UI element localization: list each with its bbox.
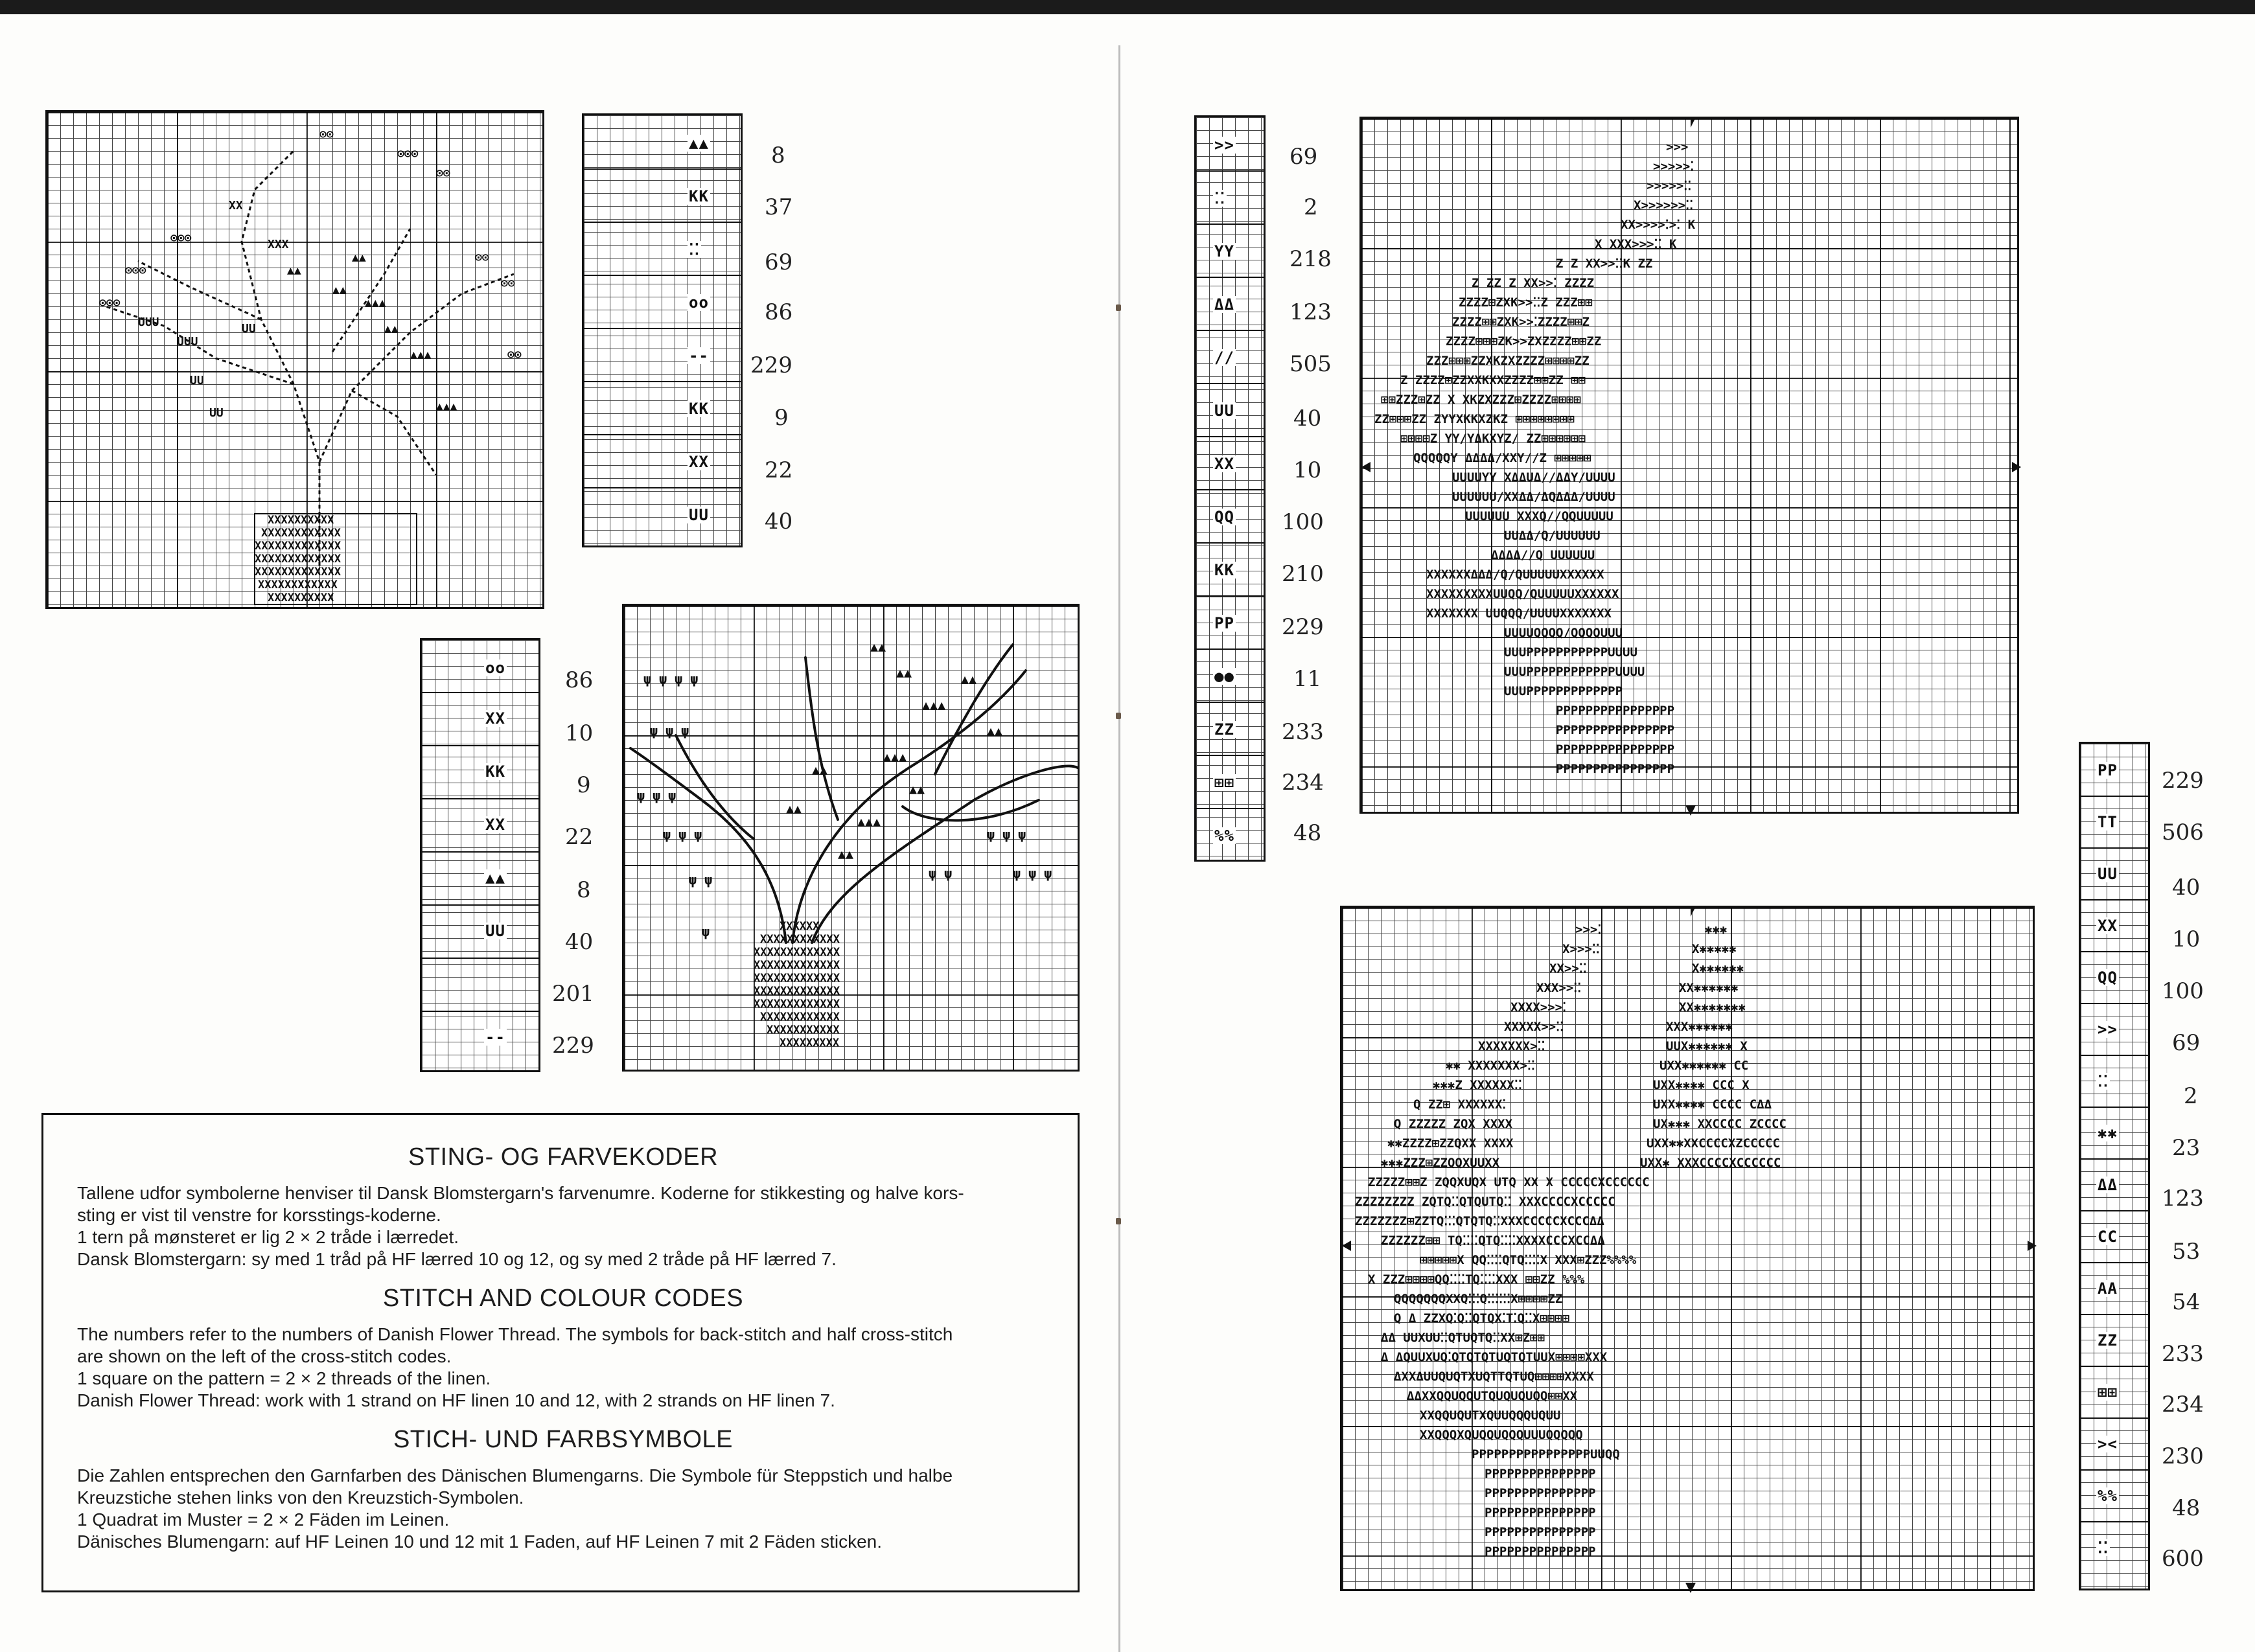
svg-text:UXX✱✱✱✱✱✱ CC: UXX✱✱✱✱✱✱ CC <box>1659 1059 1749 1073</box>
legend-title-danish: STING- OG FARVEKODER <box>408 1143 719 1171</box>
svg-text:XXXXXXXXXXXXX: XXXXXXXXXXXXX <box>754 998 840 1011</box>
svg-text:XXXXXXXXXXXX: XXXXXXXXXXXX <box>261 527 341 540</box>
key-color-number: 53 <box>2172 1239 2201 1265</box>
svg-text:>>>>>⁚: >>>>>⁚ <box>1653 159 1694 174</box>
svg-text:Z ZZZZ⊞ZZXXKXXZZZZ⊞⊞ZZ ⊞⊞: Z ZZZZ⊞ZZXXKXXZZZZ⊞⊞ZZ ⊞⊞ <box>1400 373 1586 387</box>
svg-text:PPPPPPPPPPPPPPP: PPPPPPPPPPPPPPP <box>1485 1506 1596 1520</box>
key-color-number: 10 <box>1293 457 1322 483</box>
svg-text:X ZZZ⊞⊞⊞⊞QQ⁚⁚⁚⁚TQ⁚⁚⁚⁚XXX ⊞⊞ZZ: X ZZZ⊞⊞⊞⊞QQ⁚⁚⁚⁚TQ⁚⁚⁚⁚XXX ⊞⊞ZZ %%% <box>1368 1272 1585 1287</box>
svg-text:QQQQQY ΔΔΔΔ/XXY//Z ⊞⊞⊞⊞⊞: QQQQQY ΔΔΔΔ/XXY//Z ⊞⊞⊞⊞⊞ <box>1413 451 1591 465</box>
svg-text:XXXXXXXXXXXX: XXXXXXXXXXXX <box>258 579 338 591</box>
svg-text:UUUUQQQQ/QQQQUUU: UUUUQQQQ/QQQQUUU <box>1504 626 1623 640</box>
key-symbol: oo <box>485 659 505 677</box>
legend-text: Kreuzstiche stehen links von den Kreuzstich-Symbolen. <box>77 1487 524 1508</box>
key-color-number: 11 <box>1293 666 1322 692</box>
key-symbol: QQ <box>1214 508 1234 526</box>
svg-text:Z ZZ Z XX>>⁚ ZZZZ: Z ZZ Z XX>>⁚ ZZZZ <box>1472 276 1595 290</box>
key-color-number: 86 <box>565 667 594 693</box>
key-symbol: ●● <box>1214 667 1234 685</box>
key-color-number: 40 <box>765 509 793 534</box>
key-color-number: 2 <box>1304 194 1318 220</box>
key-symbol: ZZ <box>1214 720 1234 739</box>
key-color-number: 48 <box>2172 1495 2201 1521</box>
key-color-number: 229 <box>2162 768 2204 794</box>
svg-text:XXXXXXXXXX: XXXXXXXXXX <box>268 514 334 527</box>
svg-text:XXXXXXXXX: XXXXXXXXX <box>780 1037 840 1050</box>
svg-text:XXXXXXXXXXXX: XXXXXXXXXXXX <box>760 933 840 946</box>
pattern-chart-plant-top <box>1359 117 2019 814</box>
key-symbol: ▲▲ <box>689 134 709 152</box>
svg-text:XXXXX>>⁚⁚: XXXXX>>⁚⁚ <box>1504 1020 1564 1034</box>
svg-text:PPPPPPPPPPPPPPPPUUQQ: PPPPPPPPPPPPPPPPUUQQ <box>1472 1447 1620 1462</box>
key-color-number: 210 <box>1282 561 1324 587</box>
key-symbol: UU <box>2098 865 2118 883</box>
svg-text:UXX✱✱✱✱ CCCC CΔΔ: UXX✱✱✱✱ CCCC CΔΔ <box>1653 1097 1772 1112</box>
key-color-number: 600 <box>2162 1546 2204 1572</box>
svg-text:⊙⊙: ⊙⊙ <box>475 251 489 264</box>
svg-text:✱✱ZZZZ⊞ZZQXX XXXX: ✱✱ZZZZ⊞ZZQXX XXXX <box>1387 1136 1514 1151</box>
svg-text:⊙⊙⊙: ⊙⊙⊙ <box>397 147 419 161</box>
svg-text:⊞⊞ZZZ⊞ZZ X XKZXZZZ⊞ZZZZ⊞⊞⊞⊞: ⊞⊞ZZZ⊞ZZ X XKZXZZZ⊞ZZZZ⊞⊞⊞⊞ <box>1381 393 1581 407</box>
svg-text:▲▲: ▲▲ <box>909 781 925 797</box>
svg-text:⊙⊙: ⊙⊙ <box>436 166 450 180</box>
svg-text:UXX✱✱XXCCCCXZCCCCC: UXX✱✱XXCCCCXZCCCCC <box>1647 1136 1780 1151</box>
svg-text:ZZZZZ⊞⊞Z ZQQXUQX UTQ XX X CCCC: ZZZZZ⊞⊞Z ZQQXUQX UTQ XX X CCCCCXCCCCCC <box>1368 1175 1650 1189</box>
svg-text:XXXXXXX>⁚⁚: XXXXXXX>⁚⁚ <box>1478 1039 1545 1053</box>
svg-text:XXXXXXΔΔΔ/Q/QUUUUUXXXXXX: XXXXXXΔΔΔ/Q/QUUUUUXXXXXX <box>1426 568 1604 582</box>
svg-text:X XXX>>>⁚⁚ K: X XXX>>>⁚⁚ K <box>1595 237 1677 251</box>
key-symbol: KK <box>485 763 505 781</box>
svg-text:▲▲: ▲▲ <box>987 723 1003 739</box>
svg-text:ZZZ⊞⊞⊞ZZXKZXZZZZ⊞⊞⊞⊞ZZ: ZZZ⊞⊞⊞ZZXKZXZZZZ⊞⊞⊞⊞ZZ <box>1426 354 1590 368</box>
key-color-number: 233 <box>1282 719 1324 745</box>
pattern-chart-plant-bottom-symbols <box>1342 908 2037 1593</box>
svg-text:XXX✱✱✱✱✱✱: XXX✱✱✱✱✱✱ <box>1666 1020 1733 1034</box>
svg-text:PPPPPPPPPPPPPPP: PPPPPPPPPPPPPPP <box>1485 1467 1596 1481</box>
svg-text:ψ ψ: ψ ψ <box>689 872 713 888</box>
svg-text:XXXXXXXXXXXXX: XXXXXXXXXXXXX <box>255 566 341 579</box>
key-symbol: ZZ <box>2098 1331 2118 1349</box>
key-symbol: KK <box>689 400 709 418</box>
key-symbol: XX <box>1214 455 1234 473</box>
staple-mark <box>1116 304 1121 311</box>
svg-text:✱✱✱: ✱✱✱ <box>1705 923 1728 937</box>
key-color-number: 69 <box>765 249 793 275</box>
svg-text:XXQQUQUTXQUUQQQUQUU: XXQQUQUTXQUUQQQUQUU <box>1420 1408 1561 1423</box>
key-symbol: UU <box>485 922 505 940</box>
key-color-number: 86 <box>765 299 793 325</box>
key-color-number: 22 <box>565 824 594 850</box>
svg-text:XXXXXXXXXXXXX: XXXXXXXXXXXXX <box>754 959 840 972</box>
svg-text:▲▲: ▲▲ <box>287 264 301 277</box>
svg-text:ψ: ψ <box>702 924 710 939</box>
svg-text:⊙⊙⊙: ⊙⊙⊙ <box>99 296 121 310</box>
key-symbol: YY <box>1214 242 1234 260</box>
svg-text:X✱✱✱✱✱: X✱✱✱✱✱ <box>1692 942 1737 956</box>
svg-text:Q Δ ZZXQ⁚Q⁚⁚QTQX⁚T⁚Q⁚⁚X⊞⊞⊞⊞: Q Δ ZZXQ⁚Q⁚⁚QTQX⁚T⁚Q⁚⁚X⊞⊞⊞⊞ <box>1394 1311 1570 1325</box>
key-color-number: 229 <box>750 352 792 378</box>
svg-text:⊞⊞⊞⊞⊞X QQ⁚⁚⁚⁚QTQ⁚⁚⁚⁚X XXX⊞ZZZ%: ⊞⊞⊞⊞⊞X QQ⁚⁚⁚⁚QTQ⁚⁚⁚⁚X XXX⊞ZZZ%%%% <box>1420 1253 1637 1267</box>
key-symbol: %% <box>2098 1487 2118 1505</box>
key-color-number: 229 <box>552 1033 594 1059</box>
key-symbol: ✱✱ <box>2098 1124 2118 1142</box>
key-symbol: XX <box>485 816 505 834</box>
key-symbol: ▲▲ <box>485 869 505 887</box>
svg-text:PPPPPPPPPPPPPPP: PPPPPPPPPPPPPPP <box>1485 1486 1596 1500</box>
key-color-number: 8 <box>577 877 591 903</box>
svg-text:UUUPPPPPPPPPPPPP: UUUPPPPPPPPPPPPP <box>1504 684 1623 698</box>
key-symbol: TT <box>2098 813 2118 831</box>
svg-text:ΔXXΔUUQUQTXUQTTQTUQ⊞⊞⊞⊞XXXX: ΔXXΔUUQUQTXUQTTQTUQ⊞⊞⊞⊞XXXX <box>1394 1370 1594 1384</box>
key-color-number: 8 <box>771 143 785 168</box>
key-symbol: UU <box>689 506 709 524</box>
key-symbol: PP <box>2098 761 2118 779</box>
svg-text:ψ ψ ψ ψ: ψ ψ ψ ψ <box>643 671 699 687</box>
key-symbol: ⁚⁚ <box>689 240 700 258</box>
key-color-number: 233 <box>2162 1341 2204 1367</box>
key-color-number: 123 <box>1289 299 1332 325</box>
svg-text:>>>>>⁚⁚: >>>>>⁚⁚ <box>1647 179 1692 193</box>
key-color-number: 22 <box>765 457 793 483</box>
svg-text:ψ ψ ψ: ψ ψ ψ <box>1013 866 1052 881</box>
svg-text:▲▲▲: ▲▲▲ <box>883 749 907 764</box>
svg-text:X>>>⁚⁚: X>>>⁚⁚ <box>1562 942 1600 956</box>
svg-text:XX: XX <box>229 199 243 212</box>
staple-mark <box>1116 713 1121 719</box>
key-symbol: QQ <box>2098 969 2118 987</box>
svg-text:>>>⁚: >>>⁚ <box>1575 923 1602 937</box>
legend-text: Dansk Blomstergarn: sy med 1 tråd på HF lærred 10 og 12, og sy med 2 tråde på HF lærred 7. <box>77 1249 837 1269</box>
svg-text:XXXXXXXXXXXXX: XXXXXXXXXXXXX <box>754 972 840 985</box>
legend-text: sting er vist til venstre for korsstings-koderne. <box>77 1205 441 1225</box>
svg-text:XXXXXXXXXX: XXXXXXXXXX <box>268 591 334 604</box>
staple-mark <box>1116 1218 1121 1224</box>
color-key-chart-3 <box>1194 115 1266 862</box>
key-symbol: PP <box>1214 614 1234 632</box>
key-color-number: 48 <box>1293 820 1322 846</box>
pattern-chart-vase-small-symbols <box>47 112 546 611</box>
svg-text:⊙⊙⊙: ⊙⊙⊙ <box>170 231 192 245</box>
svg-text:ZZZZZZ⊞⊞ TQ⁚⁚⁚⁚QTQ⁚⁚⁚⁚XXXXCCCX: ZZZZZZ⊞⊞ TQ⁚⁚⁚⁚QTQ⁚⁚⁚⁚XXXXCCCXCCΔΔ <box>1381 1233 1605 1248</box>
svg-text:PPPPPPPPPPPPPPPP: PPPPPPPPPPPPPPPP <box>1556 742 1675 757</box>
svg-text:ΔΔΔΔ//Q UUUUUU: ΔΔΔΔ//Q UUUUUU <box>1491 548 1595 562</box>
svg-text:⊙⊙⊙: ⊙⊙⊙ <box>125 264 146 277</box>
svg-text:⊙⊙: ⊙⊙ <box>501 277 515 290</box>
svg-text:XXXXXXXXXXXXX: XXXXXXXXXXXXX <box>754 946 840 959</box>
key-symbol: ⁚⁚ <box>2098 1539 2109 1557</box>
color-key-chart-1 <box>582 113 743 547</box>
legend-text: are shown on the left of the cross-stitch codes. <box>77 1346 452 1366</box>
book-spine <box>1118 45 1120 1652</box>
key-color-number: 505 <box>1289 351 1332 377</box>
svg-text:▲▲▲: ▲▲▲ <box>436 400 457 413</box>
svg-text:UXX✱✱✱✱ CCC X: UXX✱✱✱✱ CCC X <box>1653 1078 1750 1092</box>
key-symbol: >< <box>2098 1435 2118 1453</box>
svg-text:UUUUUU XXXQ//QQUUUUU: UUUUUU XXXQ//QQUUUUU <box>1465 509 1613 523</box>
svg-text:⊙⊙: ⊙⊙ <box>319 128 334 141</box>
svg-text:✱✱ XXXXXXX>⁚⁚: ✱✱ XXXXXXX>⁚⁚ <box>1446 1059 1535 1073</box>
legend-text: 1 Quadrat im Muster = 2 × 2 Fäden im Leinen. <box>77 1509 450 1530</box>
svg-text:UXX✱ XXXCCCCXCCCCCC: UXX✱ XXXCCCCXCCCCCC <box>1640 1156 1781 1170</box>
svg-text:ZZZZZZZZ ZQTQ⁚⁚QTQUTQ⁚⁚ XXXCCC: ZZZZZZZZ ZQTQ⁚⁚QTQUTQ⁚⁚ XXXCCCCXCCCCC <box>1355 1195 1615 1209</box>
svg-text:UUUUYY XΔΔUΔ//ΔΔY/UUUU: UUUUYY XΔΔUΔ//ΔΔY/UUUU <box>1452 470 1615 485</box>
svg-text:Z Z XX>>⁚⁚K ZZ: Z Z XX>>⁚⁚K ZZ <box>1556 257 1653 271</box>
key-color-number: 123 <box>2162 1186 2204 1211</box>
svg-text:✱✱✱ZZZ⊞ZZQQXUUXX: ✱✱✱ZZZ⊞ZZQQXUUXX <box>1381 1156 1500 1170</box>
svg-text:XXX>>⁚⁚: XXX>>⁚⁚ <box>1536 981 1582 995</box>
pattern-chart-plant-top-symbols <box>1361 119 2021 816</box>
key-color-number: 9 <box>577 772 591 798</box>
svg-text:XXXXXXXXXUUQQ/QUUUUUXXXXXX: XXXXXXXXXUUQQ/QUUUUUXXXXXX <box>1426 587 1619 601</box>
legend-text: Die Zahlen entsprechen den Garnfarben des Dänischen Blumengarns. Die Symbole für Steppstich und halbe <box>77 1465 953 1486</box>
svg-text:PPPPPPPPPPPPPPP: PPPPPPPPPPPPPPP <box>1485 1544 1596 1559</box>
key-color-number: 54 <box>2172 1289 2201 1315</box>
svg-text:Q ZZZZZ ZQX XXXX: Q ZZZZZ ZQX XXXX <box>1394 1117 1513 1131</box>
key-color-number: 37 <box>765 194 793 220</box>
svg-text:ψ ψ ψ: ψ ψ ψ <box>987 827 1026 842</box>
key-color-number: 10 <box>2172 926 2201 952</box>
key-color-number: 23 <box>2172 1135 2201 1161</box>
svg-text:UUX✱✱✱✱✱✱ X: UUX✱✱✱✱✱✱ X <box>1666 1039 1748 1053</box>
key-symbol: XX <box>689 453 709 471</box>
svg-text:ψ ψ: ψ ψ <box>929 866 953 881</box>
key-symbol: >> <box>1214 136 1234 154</box>
key-symbol: XX <box>2098 917 2118 935</box>
svg-text:UUUPPPPPPPPPPPPUUUU: UUUPPPPPPPPPPPPUUUU <box>1504 665 1645 679</box>
svg-text:▲▲: ▲▲ <box>352 251 366 264</box>
key-color-number: 100 <box>1282 509 1324 535</box>
svg-text:⊙⊙: ⊙⊙ <box>507 348 522 361</box>
svg-text:UUU: UUU <box>138 315 159 329</box>
svg-text:XXXXXXX UUQQQ/UUUUXXXXXXX: XXXXXXX UUQQQ/UUUUXXXXXXX <box>1426 606 1612 621</box>
key-color-number: 218 <box>1289 246 1332 272</box>
svg-text:UUUPPPPPPPPPPPUUUU: UUUPPPPPPPPPPPUUUU <box>1504 645 1637 660</box>
legend-text: Dänisches Blumengarn: auf HF Leinen 10 und 12 mit 1 Faden, auf HF Leinen 7 mit 2 Fäden sticken. <box>77 1532 883 1552</box>
color-key-chart-2 <box>420 638 540 1072</box>
svg-text:XXX: XXX <box>268 238 289 251</box>
svg-text:PPPPPPPPPPPPPPPP: PPPPPPPPPPPPPPPP <box>1556 762 1675 776</box>
svg-text:UUΔΔ/Q/UUUUUU: UUΔΔ/Q/UUUUUU <box>1504 529 1601 543</box>
key-symbol: ΔΔ <box>2098 1176 2118 1194</box>
key-color-number: 40 <box>1293 406 1322 431</box>
color-key-chart-4 <box>2079 742 2150 1590</box>
svg-text:▲▲: ▲▲ <box>384 322 399 336</box>
svg-text:⊞⊞⊞⊞Z YY/YΔKXYZ/ ZZ⊞⊞⊞⊞⊞⊞: ⊞⊞⊞⊞Z YY/YΔKXYZ/ ZZ⊞⊞⊞⊞⊞⊞ <box>1400 431 1586 446</box>
key-color-number: 40 <box>2172 875 2201 901</box>
svg-text:ZZ⊞⊞⊞ZZ ZYYXKKXZKZ ⊞⊞⊞⊞⊞⊞⊞⊞: ZZ⊞⊞⊞ZZ ZYYXKKXZKZ ⊞⊞⊞⊞⊞⊞⊞⊞ <box>1374 412 1575 426</box>
svg-text:XX✱✱✱✱✱✱: XX✱✱✱✱✱✱ <box>1679 981 1739 995</box>
svg-text:X>>>>>>⁚⁚: X>>>>>>⁚⁚ <box>1634 198 1694 212</box>
key-symbol: ⊞⊞ <box>2098 1383 2118 1401</box>
key-symbol: ΔΔ <box>1214 295 1234 314</box>
svg-text:XXXXXXXXXXXX: XXXXXXXXXXXX <box>760 1011 840 1024</box>
svg-text:XXQQQXQUQQUQQQUUUQQQQQ: XXQQQXQUQQUQQQUUUQQQQQ <box>1420 1428 1583 1442</box>
key-symbol: -- <box>689 347 709 365</box>
svg-text:ZZZZZZZ⊞ZZTQ⁚⁚⁚QTQTQ⁚⁚XXXCCCCC: ZZZZZZZ⊞ZZTQ⁚⁚⁚QTQTQ⁚⁚XXXCCCCCXCCCΔΔ <box>1355 1214 1604 1228</box>
key-color-number: 100 <box>2162 978 2204 1004</box>
svg-text:▲▲: ▲▲ <box>870 639 886 654</box>
pattern-chart-vase-willow <box>622 604 1080 1072</box>
svg-text:XX>>>>⁚>⁚ K: XX>>>>⁚>⁚ K <box>1621 218 1696 232</box>
key-color-number: 9 <box>774 405 789 431</box>
key-color-number: 506 <box>2162 820 2204 845</box>
key-symbol: -- <box>485 1028 505 1046</box>
legend-text: 1 square on the pattern = 2 × 2 threads of the linen. <box>77 1368 491 1388</box>
svg-text:▲▲: ▲▲ <box>812 762 828 777</box>
key-symbol: ⁚⁚ <box>1214 189 1226 207</box>
svg-text:ZZZZ⊞⊞ZXK>>⁚ZZZZ⊞⊞Z: ZZZZ⊞⊞ZXK>>⁚ZZZZ⊞⊞Z <box>1452 315 1590 329</box>
key-symbol: %% <box>1214 827 1234 845</box>
key-symbol: KK <box>689 187 709 205</box>
svg-text:XXXXXXXXXXXXX: XXXXXXXXXXXXX <box>255 540 341 553</box>
svg-text:PPPPPPPPPPPPPPPP: PPPPPPPPPPPPPPPP <box>1556 704 1675 718</box>
key-symbol: CC <box>2098 1228 2118 1246</box>
legend-text: 1 tern på mønsteret er lig 2 × 2 tråde i lærredet. <box>77 1227 459 1247</box>
key-symbol: >> <box>2098 1020 2118 1038</box>
svg-text:Δ ΔQUUXUQ⁚QTQTQTUQTQTUUX⊞⊞⊞⊞XX: Δ ΔQUUXUQ⁚QTQTQTUQTQTUUX⊞⊞⊞⊞XXX <box>1381 1350 1608 1364</box>
svg-text:XX✱✱✱✱✱✱✱: XX✱✱✱✱✱✱✱ <box>1679 1000 1746 1015</box>
legend-title-english: STITCH AND COLOUR CODES <box>382 1285 744 1312</box>
svg-text:ΔΔ UUXUU⁚⁚QTUQTQ⁚⁚XX⊞Z⊞⊞: ΔΔ UUXUU⁚⁚QTUQTQ⁚⁚XX⊞Z⊞⊞ <box>1381 1331 1545 1345</box>
legend-text: Tallene udfor symbolerne henviser til Dansk Blomstergarn's farvenumre. Koderne for stikkesting og halve kors- <box>77 1183 964 1203</box>
svg-text:▲▲▲: ▲▲▲ <box>857 814 881 829</box>
svg-text:▲▲▲: ▲▲▲ <box>365 296 386 310</box>
key-symbol: AA <box>2098 1279 2118 1298</box>
svg-text:UUU: UUU <box>177 335 198 349</box>
svg-text:✱✱✱Z XXXXXX⁚⁚: ✱✱✱Z XXXXXX⁚⁚ <box>1433 1078 1522 1092</box>
legend-title-german: STICH- UND FARBSYMBOLE <box>393 1426 734 1453</box>
key-color-number: 201 <box>552 981 594 1007</box>
key-color-number: 10 <box>565 720 594 746</box>
key-color-number: 229 <box>1282 614 1324 640</box>
svg-text:X✱✱✱✱✱✱: X✱✱✱✱✱✱ <box>1692 961 1744 976</box>
svg-text:UX✱✱✱ XXCCCC ZCCCC: UX✱✱✱ XXCCCC ZCCCC <box>1653 1117 1787 1131</box>
svg-text:PPPPPPPPPPPPPPP: PPPPPPPPPPPPPPP <box>1485 1525 1596 1539</box>
svg-text:UU: UU <box>190 374 204 387</box>
key-symbol: oo <box>689 293 709 312</box>
svg-text:ψ ψ ψ: ψ ψ ψ <box>637 788 676 803</box>
svg-text:ZZZZ⊞⊞⊞ZK>>ZXZZZZ⊞⊞ZZ: ZZZZ⊞⊞⊞ZK>>ZXZZZZ⊞⊞ZZ <box>1446 334 1602 349</box>
svg-text:XXXXXXXXXXXXX: XXXXXXXXXXXXX <box>255 553 341 566</box>
svg-text:ψ ψ ψ: ψ ψ ψ <box>663 827 702 842</box>
pattern-chart-vase-small <box>45 110 544 609</box>
svg-text:QQQQQQQXXQ⁚⁚⁚Q⁚⁚⁚⁚⁚⁚X⊞⊞⊞⊞ZZ: QQQQQQQXXQ⁚⁚⁚Q⁚⁚⁚⁚⁚⁚X⊞⊞⊞⊞ZZ <box>1394 1292 1563 1306</box>
svg-text:▲▲: ▲▲ <box>786 801 802 816</box>
key-symbol: KK <box>1214 561 1234 579</box>
svg-text:ZZZZ⊞ZXK>>⁚⁚Z ZZZ⊞⊞: ZZZZ⊞ZXK>>⁚⁚Z ZZZ⊞⊞ <box>1459 295 1593 310</box>
svg-text:▲▲: ▲▲ <box>838 846 854 862</box>
key-color-number: 2 <box>2184 1083 2198 1109</box>
svg-text:XXXXXXXXXXX: XXXXXXXXXXX <box>767 1024 840 1037</box>
stitch-colour-codes-legend <box>41 1113 1080 1592</box>
svg-text:ΔΔXXQQUQQUTQUQUQUQQ⊞⊞XX: ΔΔXXQQUQQUTQUQUQUQQ⊞⊞XX <box>1407 1389 1578 1403</box>
svg-text:▲▲: ▲▲ <box>961 671 977 687</box>
key-symbol: XX <box>485 709 505 728</box>
svg-text:ψ ψ ψ: ψ ψ ψ <box>650 723 689 739</box>
legend-text: Danish Flower Thread: work with 1 strand on HF linen 10 and 12, with 2 strands on HF linen 7. <box>77 1390 835 1410</box>
legend-text: The numbers refer to the numbers of Danish Flower Thread. The symbols for back-stitch and half cross-stitch <box>77 1324 953 1344</box>
svg-text:UU: UU <box>209 406 224 420</box>
pattern-chart-plant-bottom <box>1340 906 2035 1591</box>
key-symbol: UU <box>1214 402 1234 420</box>
key-symbol: // <box>1214 349 1234 367</box>
key-color-number: 234 <box>1282 770 1324 796</box>
key-color-number: 230 <box>2162 1443 2204 1469</box>
svg-text:▲▲▲: ▲▲▲ <box>922 697 946 713</box>
svg-text:PPPPPPPPPPPPPPPP: PPPPPPPPPPPPPPPP <box>1556 723 1675 737</box>
svg-text:XXXXXXXXXXXXX: XXXXXXXXXXXXX <box>754 985 840 998</box>
key-color-number: 234 <box>2162 1392 2204 1417</box>
key-color-number: 40 <box>565 929 594 955</box>
key-color-number: 69 <box>1289 144 1318 170</box>
svg-text:▲▲: ▲▲ <box>332 283 347 297</box>
svg-text:Q ZZ⊞ XXXXXX⁚: Q ZZ⊞ XXXXXX⁚ <box>1413 1097 1507 1112</box>
key-symbol: ⊞⊞ <box>1214 774 1234 792</box>
svg-text:XX>>⁚⁚: XX>>⁚⁚ <box>1549 961 1587 976</box>
scan-top-border <box>0 0 2255 14</box>
svg-text:▲▲: ▲▲ <box>896 665 912 680</box>
svg-text:>>>: >>> <box>1666 140 1689 154</box>
svg-text:UUUUUU/XXΔΔ/ΔQΔΔΔ/UUUU: UUUUUU/XXΔΔ/ΔQΔΔΔ/UUUU <box>1452 490 1615 504</box>
key-color-number: 69 <box>2172 1030 2201 1056</box>
key-symbol: ⁚⁚ <box>2098 1072 2109 1090</box>
svg-text:UU: UU <box>242 322 256 336</box>
svg-text:XXXXXX: XXXXXX <box>780 920 820 933</box>
svg-text:XXXX>>>⁚: XXXX>>>⁚ <box>1510 1000 1567 1015</box>
svg-text:▲▲▲: ▲▲▲ <box>410 348 432 361</box>
pattern-chart-vase-willow-symbols <box>624 606 1081 1073</box>
